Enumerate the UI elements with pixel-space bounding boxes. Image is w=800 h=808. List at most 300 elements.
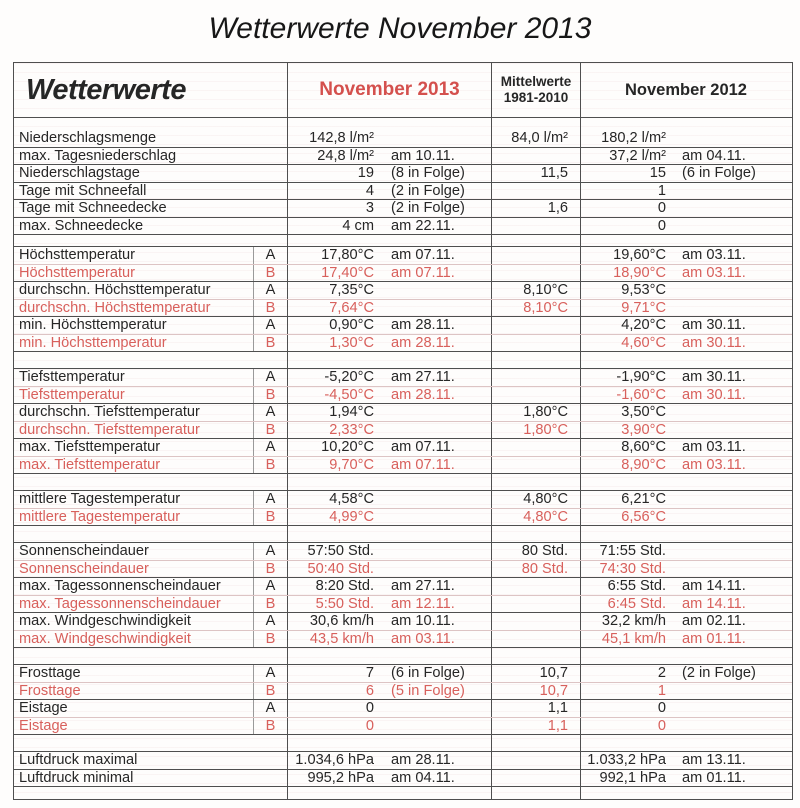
date-2012: [670, 218, 791, 235]
table-row: [14, 543, 792, 561]
value-mittelwerte: [491, 648, 580, 664]
value-2013: 0,90°C: [287, 317, 378, 334]
date-2013: [378, 718, 491, 735]
date-2013: [378, 543, 491, 560]
value-2013: [287, 474, 378, 490]
value-2012: 1.033,2 hPa: [580, 752, 670, 769]
ab-indicator: A: [253, 247, 287, 264]
date-2012: [670, 404, 791, 421]
value-2012: 37,2 l/m²: [580, 148, 670, 165]
date-2013: (6 in Folge): [391, 665, 465, 681]
value-mittelwerte: [491, 387, 580, 404]
date-2013: (8 in Folge): [391, 165, 465, 181]
value-2012: [580, 526, 670, 542]
value-2012: 9,71°C: [580, 300, 670, 317]
value-2013: [287, 735, 378, 751]
metric-label: Tiefsttemperatur: [19, 369, 125, 385]
metric-label: Frosttage: [19, 682, 81, 699]
metric-label: max. Schneedecke: [19, 217, 144, 234]
value-mittelwerte: [491, 118, 580, 130]
table-row: [14, 491, 792, 509]
value-2013: 7,35°C: [287, 282, 378, 299]
table-row: [14, 265, 792, 283]
value-2013: -4,50°C: [287, 387, 378, 404]
table-row: [14, 683, 792, 701]
date-2013: am 07.11.: [391, 264, 455, 281]
metric-label: Sonnenscheindauer: [19, 543, 149, 559]
ab-indicator: B: [253, 561, 287, 578]
metric-label: Höchsttemperatur: [19, 264, 135, 281]
value-2012: [580, 735, 670, 751]
value-2013: 4,99°C: [287, 509, 378, 526]
table-row: [14, 578, 792, 596]
table-row: [14, 218, 792, 236]
date-2013: [378, 352, 491, 368]
date-2013: am 28.11.: [391, 752, 455, 768]
value-mittelwerte: [491, 352, 580, 368]
value-2012: 0: [580, 718, 670, 735]
value-2013: 9,70°C: [287, 457, 378, 474]
value-mittelwerte: [491, 631, 580, 648]
value-2013: 0: [287, 718, 378, 735]
date-2012: am 03.11.: [682, 247, 746, 263]
value-2013: 7,64°C: [287, 300, 378, 317]
value-mittelwerte: 1,80°C: [491, 404, 580, 421]
date-2012: am 03.11.: [682, 456, 746, 473]
metric-label: durchschn. Tiefsttemperatur: [19, 404, 200, 420]
metric-label: [14, 474, 253, 490]
value-2012: 6:55 Std.: [580, 578, 670, 595]
table-gap-row: [14, 352, 792, 369]
value-2013: 5:50 Std.: [287, 596, 378, 613]
date-2012: am 01.11.: [682, 769, 746, 786]
value-2013: 3: [287, 200, 378, 217]
value-2013: 142,8 l/m²: [287, 130, 378, 147]
metric-label: [14, 352, 253, 368]
table-gap-row: [14, 474, 792, 491]
date-2013: am 07.11.: [391, 456, 455, 473]
value-2013: 57:50 Std.: [287, 543, 378, 560]
ab-indicator: [253, 165, 287, 182]
value-mittelwerte: 1,1: [491, 700, 580, 717]
metric-label: [14, 787, 253, 799]
value-mittelwerte: [491, 770, 580, 787]
header-mittelwerte: [491, 63, 580, 117]
value-2013: [287, 648, 378, 664]
table-gap-row: [14, 526, 792, 543]
value-2012: 6,56°C: [580, 509, 670, 526]
value-mittelwerte: 1,6: [491, 200, 580, 217]
ab-indicator: [253, 130, 287, 147]
value-mittelwerte: [491, 596, 580, 613]
value-2012: 74:30 Std.: [580, 561, 670, 578]
metric-label: min. Höchsttemperatur: [19, 317, 167, 333]
metric-label: Eistage: [19, 717, 68, 734]
date-2012: [670, 683, 791, 700]
value-2013: 1,30°C: [287, 335, 378, 352]
value-mittelwerte: [491, 317, 580, 334]
value-mittelwerte: [491, 613, 580, 630]
header-november-2012: November 2012: [580, 63, 791, 117]
table-gap-row: [14, 735, 792, 752]
metric-label: max. Tagessonnenscheindauer: [19, 578, 221, 594]
page-title: Wetterwerte November 2013: [208, 12, 592, 45]
date-2012: am 04.11.: [682, 147, 746, 164]
ab-indicator: B: [253, 265, 287, 282]
value-mittelwerte: [491, 218, 580, 235]
header-wetterwerte: Wetterwerte: [26, 73, 186, 106]
date-2012: [670, 787, 791, 799]
value-2012: 3,50°C: [580, 404, 670, 421]
value-2013: 19: [287, 165, 378, 182]
ab-indicator: A: [253, 491, 287, 508]
value-mittelwerte: 11,5: [491, 165, 580, 182]
table-row: [14, 130, 792, 148]
ab-indicator: [253, 235, 287, 246]
date-2013: am 27.11.: [391, 578, 455, 594]
value-2013: 1.034,6 hPa: [287, 752, 378, 769]
table-row: [14, 369, 792, 387]
value-mittelwerte: [491, 335, 580, 352]
value-2012: 19,60°C: [580, 247, 670, 264]
table-row: [14, 561, 792, 579]
value-2012: 9,53°C: [580, 282, 670, 299]
date-2012: (2 in Folge): [682, 665, 756, 681]
value-2013: 1,94°C: [287, 404, 378, 421]
value-mittelwerte: [491, 526, 580, 542]
metric-label: max. Windgeschwindigkeit: [19, 613, 191, 629]
ab-indicator: [253, 183, 287, 200]
date-2012: [670, 735, 791, 751]
ab-indicator: B: [253, 596, 287, 613]
value-2012: [580, 118, 670, 130]
metric-label: max. Tiefsttemperatur: [19, 456, 161, 473]
metric-label: durchschn. Höchsttemperatur: [19, 282, 211, 298]
ab-indicator: A: [253, 578, 287, 595]
value-mittelwerte: 4,80°C: [491, 491, 580, 508]
metric-label: Tage mit Schneedecke: [19, 200, 167, 216]
metric-label: max. Tiefsttemperatur: [19, 439, 161, 455]
value-2012: 4,20°C: [580, 317, 670, 334]
value-mittelwerte: 1,80°C: [491, 422, 580, 439]
metric-label: [14, 235, 253, 246]
value-2013: 30,6 km/h: [287, 613, 378, 630]
date-2013: [378, 787, 491, 799]
value-2012: -1,90°C: [580, 369, 670, 386]
table-row: [14, 700, 792, 718]
date-2013: am 28.11.: [391, 334, 455, 351]
date-2012: am 13.11.: [682, 752, 746, 768]
value-2012: [580, 352, 670, 368]
date-2012: am 01.11.: [682, 630, 746, 647]
table-row: [14, 770, 792, 788]
header-mittelwerte-line1: Mittelwerte: [500, 73, 572, 89]
ab-indicator: A: [253, 665, 287, 682]
value-2013: 24,8 l/m²: [287, 148, 378, 165]
table-row: [14, 200, 792, 218]
value-2012: 6,21°C: [580, 491, 670, 508]
ab-indicator: [253, 787, 287, 799]
date-2013: [378, 422, 491, 439]
metric-label: Sonnenscheindauer: [19, 560, 149, 577]
ab-indicator: B: [253, 457, 287, 474]
date-2013: am 03.11.: [391, 630, 455, 647]
table-row: [14, 422, 792, 440]
value-2012: 15: [580, 165, 670, 182]
value-2012: 180,2 l/m²: [580, 130, 670, 147]
table-row: [14, 596, 792, 614]
date-2013: am 28.11.: [391, 317, 455, 333]
metric-label: durchschn. Tiefsttemperatur: [19, 421, 200, 438]
date-2013: [378, 700, 491, 717]
value-mittelwerte: [491, 735, 580, 751]
value-2013: 0: [287, 700, 378, 717]
value-2013: 7: [287, 665, 378, 682]
date-2012: am 30.11.: [682, 317, 746, 333]
value-mittelwerte: [491, 148, 580, 165]
ab-indicator: [253, 474, 287, 490]
date-2012: [670, 183, 791, 200]
table-row: [14, 457, 792, 475]
metric-label: mittlere Tagestemperatur: [19, 491, 181, 507]
date-2012: am 03.11.: [682, 439, 746, 455]
table-row: [14, 335, 792, 353]
date-2012: [670, 543, 791, 560]
value-mittelwerte: [491, 247, 580, 264]
value-2012: 4,60°C: [580, 335, 670, 352]
metric-label: Eistage: [19, 700, 68, 716]
metric-label: [14, 526, 253, 542]
date-2012: [670, 509, 791, 526]
ab-indicator: A: [253, 282, 287, 299]
date-2013: [378, 648, 491, 664]
value-2012: 8,90°C: [580, 457, 670, 474]
ab-indicator: [253, 526, 287, 542]
value-mittelwerte: 8,10°C: [491, 300, 580, 317]
header-november-2013: November 2013: [287, 63, 491, 117]
date-2012: [670, 352, 791, 368]
value-2013: 4: [287, 183, 378, 200]
value-2012: [580, 648, 670, 664]
value-mittelwerte: 1,1: [491, 718, 580, 735]
metric-label: Höchsttemperatur: [19, 247, 135, 263]
table-header-row: [14, 63, 792, 118]
metric-label: Niederschlagstage: [19, 165, 140, 181]
value-2012: 2: [580, 665, 670, 682]
table-row: [14, 509, 792, 527]
metric-label: max. Tagesniederschlag: [19, 147, 177, 164]
value-2012: 6:45 Std.: [580, 596, 670, 613]
metric-label: [14, 118, 253, 130]
ab-indicator: A: [253, 317, 287, 334]
metric-label: Luftdruck minimal: [19, 769, 134, 786]
table-row: [14, 300, 792, 318]
value-2013: 10,20°C: [287, 439, 378, 456]
header-mittelwerte-line2: 1981-2010: [503, 90, 569, 105]
value-mittelwerte: [491, 474, 580, 490]
date-2013: [378, 300, 491, 317]
table-gap-row: [14, 235, 792, 247]
metric-label: durchschn. Höchsttemperatur: [19, 299, 211, 316]
date-2012: am 03.11.: [682, 264, 746, 281]
date-2013: [378, 404, 491, 421]
table-row: [14, 752, 792, 770]
date-2012: (6 in Folge): [682, 165, 756, 181]
value-mittelwerte: 80 Std.: [491, 561, 580, 578]
ab-indicator: [253, 352, 287, 368]
value-mittelwerte: [491, 752, 580, 769]
date-2013: [378, 526, 491, 542]
value-2012: [580, 235, 670, 246]
date-2012: [670, 300, 791, 317]
date-2012: am 30.11.: [682, 369, 746, 385]
value-mittelwerte: [491, 578, 580, 595]
date-2012: [670, 130, 791, 147]
value-mittelwerte: 10,7: [491, 665, 580, 682]
date-2012: [670, 200, 791, 217]
ab-indicator: B: [253, 300, 287, 317]
metric-label: [14, 735, 253, 751]
table-row: [14, 148, 792, 166]
value-2012: 71:55 Std.: [580, 543, 670, 560]
table-trailing-row: [14, 787, 792, 799]
ab-indicator: A: [253, 369, 287, 386]
date-2013: [378, 561, 491, 578]
table-spacer-row: [14, 118, 792, 130]
ab-indicator: [253, 200, 287, 217]
value-mittelwerte: 80 Std.: [491, 543, 580, 560]
value-2013: 50:40 Std.: [287, 561, 378, 578]
date-2013: (2 in Folge): [391, 200, 465, 216]
date-2013: [378, 509, 491, 526]
value-mittelwerte: [491, 787, 580, 799]
date-2012: [670, 648, 791, 664]
date-2013: am 04.11.: [391, 769, 455, 786]
value-2012: 1: [580, 183, 670, 200]
table-row: [14, 183, 792, 201]
ab-indicator: [253, 752, 287, 769]
date-2013: [378, 282, 491, 299]
ab-indicator: A: [253, 613, 287, 630]
metric-label: Tiefsttemperatur: [19, 386, 125, 403]
ab-indicator: [253, 735, 287, 751]
value-mittelwerte: 8,10°C: [491, 282, 580, 299]
ab-indicator: [253, 148, 287, 165]
date-2012: am 14.11.: [682, 578, 746, 594]
date-2012: [670, 491, 791, 508]
value-2013: 6: [287, 683, 378, 700]
date-2013: (5 in Folge): [391, 682, 465, 699]
value-2013: 43,5 km/h: [287, 631, 378, 648]
value-2012: 1: [580, 683, 670, 700]
value-2012: -1,60°C: [580, 387, 670, 404]
date-2013: am 10.11.: [391, 147, 455, 164]
weather-table: [13, 62, 793, 800]
value-2013: 17,40°C: [287, 265, 378, 282]
date-2013: [378, 118, 491, 130]
value-2013: -5,20°C: [287, 369, 378, 386]
table-row: [14, 282, 792, 300]
ab-indicator: A: [253, 404, 287, 421]
date-2013: (2 in Folge): [391, 182, 465, 199]
date-2012: [670, 474, 791, 490]
ab-indicator: A: [253, 700, 287, 717]
ab-indicator: [253, 118, 287, 130]
date-2012: [670, 526, 791, 542]
table-row: [14, 387, 792, 405]
value-mittelwerte: [491, 439, 580, 456]
value-2012: 0: [580, 200, 670, 217]
value-2013: [287, 787, 378, 799]
ab-indicator: A: [253, 543, 287, 560]
metric-label: Niederschlagsmenge: [19, 130, 157, 146]
ab-indicator: B: [253, 509, 287, 526]
value-2012: 45,1 km/h: [580, 631, 670, 648]
table-row: [14, 404, 792, 422]
value-2013: 2,33°C: [287, 422, 378, 439]
value-2013: 995,2 hPa: [287, 770, 378, 787]
value-2013: 4 cm: [287, 218, 378, 235]
date-2012: [670, 561, 791, 578]
metric-label: mittlere Tagestemperatur: [19, 508, 181, 525]
ab-indicator: B: [253, 422, 287, 439]
value-2012: 3,90°C: [580, 422, 670, 439]
metric-label: min. Höchsttemperatur: [19, 334, 167, 351]
date-2012: [670, 235, 791, 246]
ab-indicator: B: [253, 718, 287, 735]
date-2013: am 07.11.: [391, 247, 455, 263]
metric-label: Frosttage: [19, 665, 81, 681]
ab-indicator: B: [253, 335, 287, 352]
ab-indicator: B: [253, 631, 287, 648]
table-row: [14, 317, 792, 335]
value-2013: [287, 235, 378, 246]
table-gap-row: [14, 648, 792, 665]
date-2013: am 27.11.: [391, 369, 455, 385]
value-mittelwerte: [491, 369, 580, 386]
date-2012: [670, 422, 791, 439]
value-2012: 8,60°C: [580, 439, 670, 456]
date-2013: [378, 491, 491, 508]
table-row: [14, 665, 792, 683]
date-2012: am 02.11.: [682, 613, 746, 629]
value-2012: 992,1 hPa: [580, 770, 670, 787]
metric-label: Luftdruck maximal: [19, 752, 138, 768]
value-mittelwerte: [491, 457, 580, 474]
date-2013: am 07.11.: [391, 439, 455, 455]
value-2012: [580, 474, 670, 490]
date-2012: [670, 718, 791, 735]
value-2013: [287, 118, 378, 130]
metric-label: [14, 648, 253, 664]
value-mittelwerte: 4,80°C: [491, 509, 580, 526]
metric-label: Tage mit Schneefall: [19, 182, 147, 199]
date-2013: am 12.11.: [391, 595, 455, 612]
ab-indicator: [253, 770, 287, 787]
date-2013: [378, 235, 491, 246]
ab-indicator: A: [253, 439, 287, 456]
date-2013: am 22.11.: [391, 217, 455, 234]
date-2012: am 14.11.: [682, 595, 746, 612]
date-2012: [670, 282, 791, 299]
ab-indicator: B: [253, 683, 287, 700]
date-2012: am 30.11.: [682, 334, 746, 351]
weather-table-body: [14, 118, 792, 799]
date-2013: [378, 735, 491, 751]
value-mittelwerte: 84,0 l/m²: [491, 130, 580, 147]
date-2013: [378, 130, 491, 147]
date-2012: [670, 700, 791, 717]
